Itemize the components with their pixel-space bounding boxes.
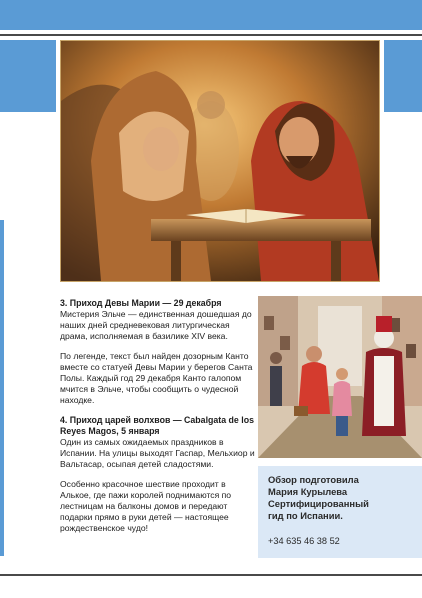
header-divider bbox=[0, 34, 422, 36]
section-4-paragraph-1: Один из самых ожидаемых праздников в Испании. На улицы выходят Гаспар, Мельхиор и Вальтасар, осыпая детей сладостями. bbox=[60, 437, 255, 469]
author-name: Мария Курылева bbox=[268, 486, 348, 497]
author-info-line-4: гид по Испании. bbox=[268, 510, 343, 521]
author-info-line-3: Сертифицированный bbox=[268, 498, 369, 509]
footer-divider bbox=[0, 574, 422, 576]
nativity-scene-illustration bbox=[61, 41, 379, 281]
street-parade-photo bbox=[258, 296, 422, 458]
section-3-title: 3. Приход Девы Марии — 29 декабря bbox=[60, 298, 222, 308]
right-accent-block bbox=[384, 40, 422, 112]
author-info-line-1: Обзор подготовила bbox=[268, 474, 359, 485]
author-phone[interactable]: +34 635 46 38 52 bbox=[268, 536, 340, 546]
author-info-text bbox=[268, 474, 369, 522]
header-band bbox=[0, 0, 422, 30]
article-text bbox=[60, 298, 255, 543]
section-3-paragraph-2: По легенде, текст был найден дозорным Канто вместе со статуей Девы Марии у берегов Санта Полы. Каждый год 29 декабря Канто галопом мчится в Эльче, чтобы сообщить о чудесной находке. bbox=[60, 351, 253, 405]
section-3-paragraph-1: Мистерия Эльче — единственная дошедшая до наших дней средневековая литургическая драма, исполняемая в базилике XIV века. bbox=[60, 309, 252, 341]
left-accent-strip bbox=[0, 220, 4, 556]
hero-image bbox=[60, 40, 380, 282]
section-4-title: 4. Приход царей волхвов — Cabalgata de los Reyes Magos, 5 января bbox=[60, 415, 254, 436]
section-4-paragraph-2: Особенно красочное шествие проходит в Алькое, где пажи королей поднимаются по лестницам на балконы домов и передают подарки прямо в руки детей — настоящее рождественское чудо! bbox=[60, 479, 232, 533]
left-accent-block bbox=[0, 40, 56, 112]
kings-parade-illustration bbox=[258, 296, 422, 458]
